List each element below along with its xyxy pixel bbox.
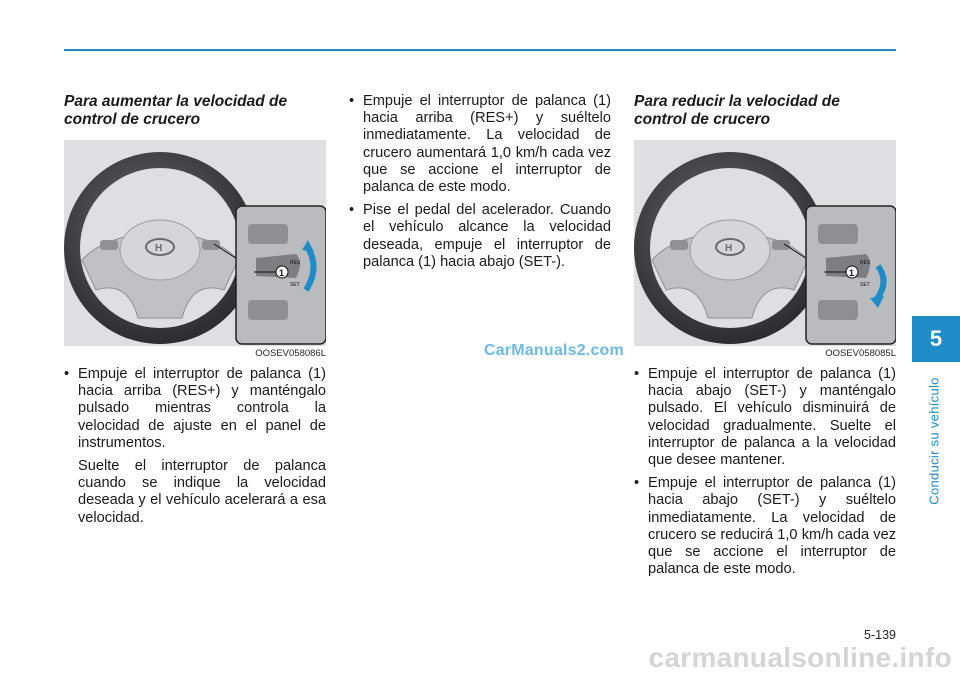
chapter-tab: 5: [912, 316, 960, 362]
watermark-link[interactable]: CarManuals2.com: [484, 342, 624, 359]
bullet-text: Pise el pedal del acelerador. Cuando el vehículo alcance la velocidad deseada, empuje el interruptor de palanca (1) hacia abajo (SET-).: [363, 202, 611, 270]
left-column: [64, 93, 326, 533]
bullet-icon: •: [64, 366, 70, 382]
chapter-title: Conducir su vehículo: [926, 377, 942, 505]
bullet-icon: •: [634, 366, 640, 382]
section-heading-increase: Para aumentar la velocidad de control de crucero: [64, 93, 288, 128]
bullet-text: Empuje el interruptor de palanca (1) hacia arriba (RES+) y manténgalo pulsado mientras controla la velocidad de ajuste en el panel de instrumentos.: [78, 366, 326, 451]
svg-text:H: H: [725, 243, 733, 254]
callout-number: 1: [849, 268, 855, 278]
bullet-icon: •: [349, 202, 355, 219]
steering-wheel-figure-down: [634, 140, 896, 346]
bullet-text: Empuje el interruptor de palanca (1) hacia abajo (SET-) y manténgalo pulsado. El vehículo disminuirá de velocidad gradualmente. Suelte el interruptor de palanca a la velocidad que desee mantener.: [648, 366, 896, 469]
paragraph: Suelte el interruptor de palanca cuando se indique la velocidad deseada y el vehículo acelerará a esa velocidad.: [78, 458, 326, 526]
set-label: SET: [290, 282, 300, 288]
list-item: [634, 475, 896, 578]
steering-wheel-illustration: [634, 140, 896, 346]
list-item: [349, 93, 611, 196]
footer-watermark: carmanualsonline.info: [648, 642, 952, 673]
callout-number: 1: [279, 268, 285, 278]
header-rule: [64, 49, 896, 51]
bullet-text: Empuje el interruptor de palanca (1) hacia abajo (SET-) y suéltelo inmediatamente. La velocidad de crucero se reducirá 1,0 km/h cada vez que se accione el interruptor de palanca de este modo.: [648, 475, 896, 578]
section-heading-decrease: Para reducir la velocidad de control de crucero: [634, 93, 840, 128]
bullet-icon: •: [349, 93, 355, 109]
page-number: 5-139: [864, 628, 896, 642]
res-label: RES: [860, 260, 871, 266]
set-label: SET: [860, 282, 870, 288]
list-item: [64, 366, 326, 452]
right-column: [634, 93, 896, 584]
steering-wheel-figure-up: [64, 140, 326, 346]
svg-text:H: H: [155, 243, 163, 254]
bullet-icon: •: [634, 475, 640, 492]
list-item: [349, 202, 611, 271]
list-item: [634, 366, 896, 469]
bullet-text: Empuje el interruptor de palanca (1) hacia arriba (RES+) y suéltelo inmediatamente. La velocidad de crucero aumentará 1,0 km/h cada vez que se accione el interruptor de palanca de este modo.: [363, 93, 611, 196]
steering-wheel-illustration: [64, 140, 326, 346]
res-label: RES: [290, 260, 301, 266]
figure-caption: OOSEV058085L: [825, 348, 896, 359]
middle-column: [349, 93, 611, 277]
figure-caption: OOSEV058086L: [255, 348, 326, 359]
